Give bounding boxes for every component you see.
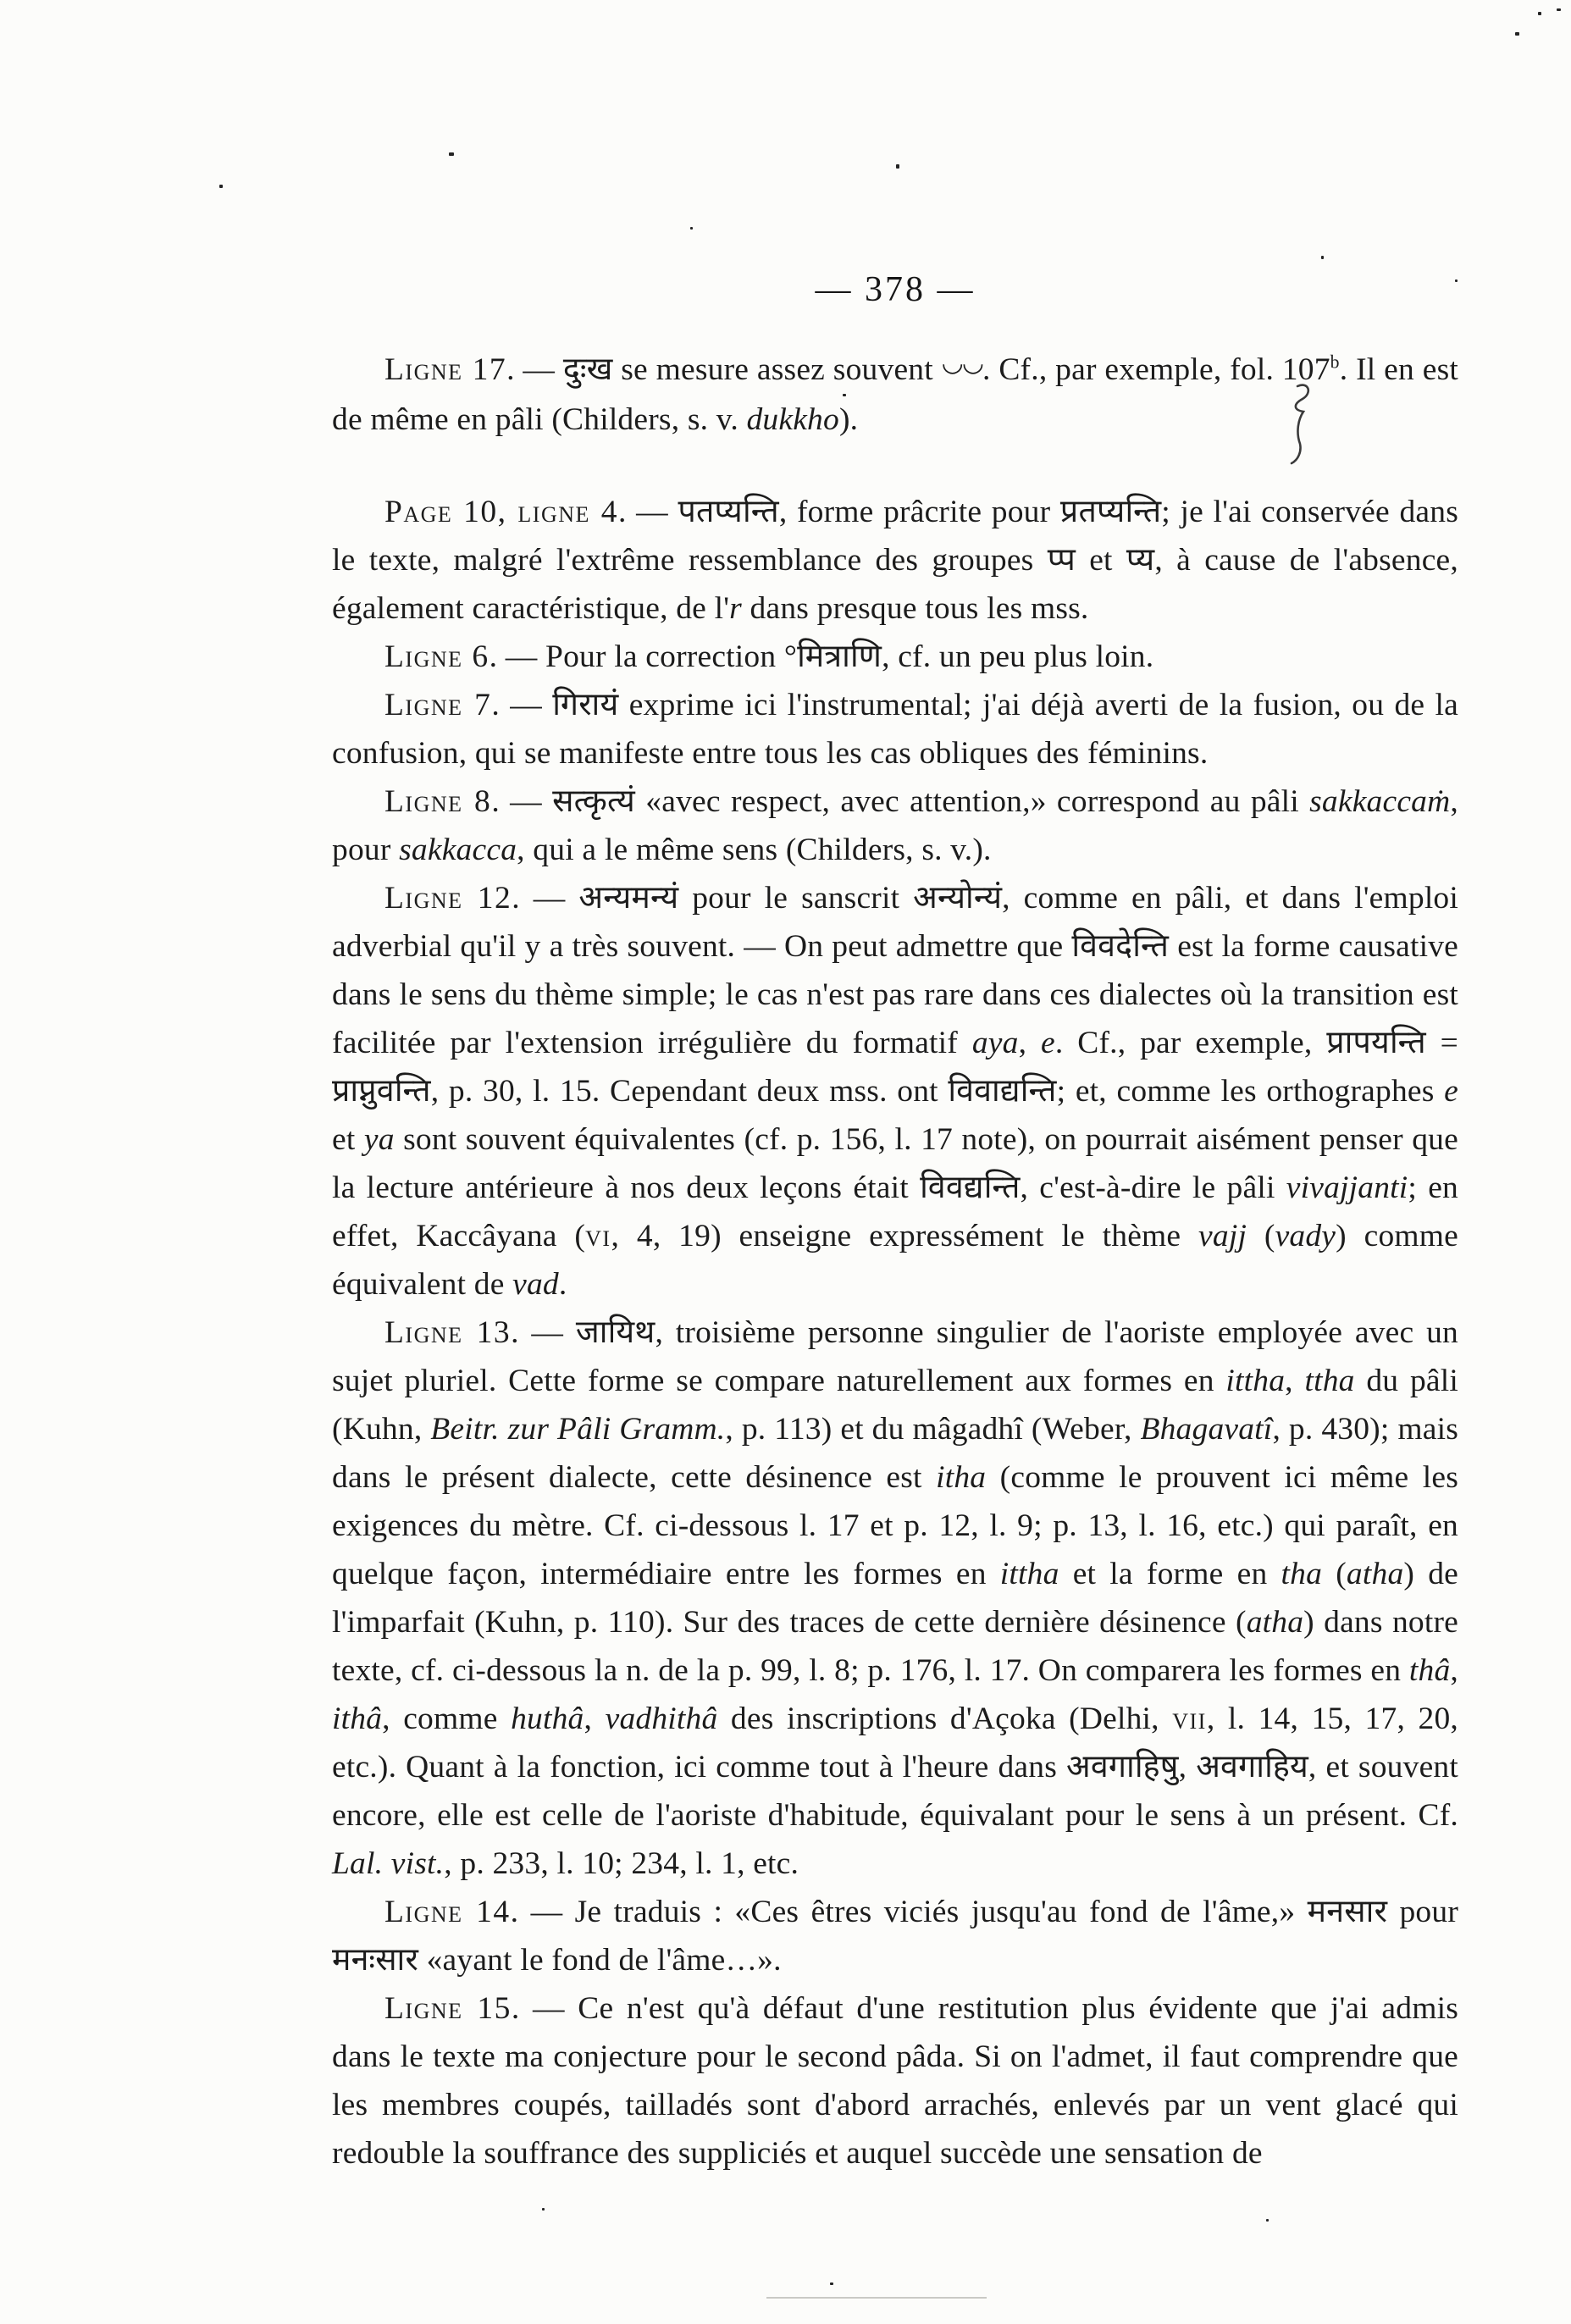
scan-speck bbox=[1515, 32, 1519, 36]
text-run: . Cf., par exemple, bbox=[1054, 1026, 1327, 1060]
line-label: Ligne 13 bbox=[384, 1315, 512, 1350]
italic-term: Lal. vist. bbox=[332, 1846, 445, 1881]
text-run: ) comme équivalent de bbox=[332, 1219, 1458, 1302]
text-run: , et souvent encore, elle est celle de l'aoriste d'habitude, équivalant pour le sens à un présent. Cf. bbox=[332, 1750, 1458, 1833]
devanagari-term: अवगाहिय bbox=[1196, 1750, 1308, 1784]
note-ligne-14 bbox=[332, 1888, 1458, 1984]
text-run: , 4, 19) enseigne expressément le thème bbox=[611, 1219, 1199, 1253]
text-run: , p. 233, l. 10; 234, l. 1, etc. bbox=[444, 1846, 799, 1881]
devanagari-term: दुःख bbox=[562, 352, 613, 387]
text-run: , bbox=[1018, 1026, 1041, 1060]
text-run: ) de l'imparfait (Kuhn, p. 110). Sur des traces de cette dernière désinence ( bbox=[332, 1557, 1459, 1640]
scan-speck bbox=[542, 2208, 545, 2211]
devanagari-term: अन्योन्यं bbox=[913, 881, 1003, 916]
text-run: . — bbox=[618, 495, 678, 529]
metric-symbol: ◡◡ bbox=[941, 349, 982, 377]
text-run: , bbox=[584, 1702, 606, 1736]
italic-term: itha bbox=[936, 1460, 987, 1495]
text-run: = bbox=[1425, 1026, 1458, 1060]
text-run: , l. 14, 15, 17, 20, etc.). Quant à la fonction, ici comme tout à l'heure dans bbox=[332, 1702, 1458, 1784]
note-ligne-12 bbox=[332, 874, 1458, 1309]
italic-term: e bbox=[1444, 1074, 1459, 1109]
ink-flourish bbox=[1281, 379, 1318, 477]
text-run: , bbox=[1450, 1653, 1458, 1688]
text-run: sont souvent équivalentes (cf. p. 156, l. 17 note), on pourrait aisément penser que la lecture antérieure à nos deux leçons était bbox=[332, 1122, 1458, 1205]
scan-speck bbox=[1557, 8, 1561, 11]
devanagari-term: जायिथ bbox=[575, 1315, 656, 1350]
text-run: ; je l'ai conservée dans le texte, malgré l'extrême ressemblance des groupes bbox=[332, 495, 1458, 578]
italic-term: ithâ bbox=[332, 1702, 383, 1736]
text-run: . — Ce n'est qu'à défaut d'une restitution plus évidente que j'ai admis dans le texte ma conjecture pour le second pâda. Si on l'admet, il faut comprendre que les membres coupés, tailladés sont d'abord arrachés, enlevés par un vent glacé qui redouble la souffrance des suppliciés et auquel succède une sensation de bbox=[332, 1991, 1459, 2171]
scan-speck bbox=[1538, 12, 1541, 15]
text-run: «ayant le fond de l'âme…». bbox=[418, 1943, 782, 1978]
line-label: vi bbox=[585, 1219, 611, 1253]
line-label: Ligne 14 bbox=[384, 1895, 511, 1929]
italic-term: vady bbox=[1275, 1219, 1336, 1253]
text-run: se mesure assez souvent bbox=[612, 352, 942, 387]
superscript: b bbox=[1330, 351, 1340, 373]
scan-speck bbox=[1321, 256, 1324, 259]
text-run: , bbox=[1178, 1750, 1197, 1784]
page-fold-artifact bbox=[766, 2297, 987, 2299]
text-run: . bbox=[558, 1267, 567, 1302]
devanagari-term: विवद्यन्ति bbox=[920, 1170, 1021, 1205]
line-label: Ligne 17 bbox=[384, 352, 507, 387]
italic-term: vivajjanti bbox=[1286, 1170, 1408, 1205]
devanagari-term: अवगाहिषु bbox=[1066, 1750, 1179, 1784]
text-run: ; et, comme les orthographes bbox=[1056, 1074, 1445, 1109]
text-run: , comme en pâli, et dans l'emploi adverbial qu'il y a très souvent. — On peut admettre que bbox=[332, 881, 1459, 964]
italic-term: vadhithâ bbox=[605, 1702, 718, 1736]
devanagari-term: गिरायं bbox=[552, 688, 619, 722]
note-ligne-6 bbox=[332, 633, 1458, 681]
devanagari-term: प्प bbox=[1047, 543, 1076, 578]
devanagari-term: पतप्यन्ति bbox=[678, 495, 779, 529]
text-run: et bbox=[332, 1122, 364, 1157]
page-number: — 378 — bbox=[815, 270, 976, 309]
note-ligne-13 bbox=[332, 1309, 1458, 1888]
scan-speck bbox=[843, 394, 846, 396]
text-run: dans presque tous les mss. bbox=[741, 591, 1089, 626]
devanagari-term: प्राप्नुवन्ति bbox=[332, 1074, 431, 1109]
italic-term: ittha bbox=[999, 1557, 1059, 1591]
italic-term: huthâ bbox=[511, 1702, 584, 1736]
text-run: pour bbox=[1387, 1895, 1459, 1929]
text-run: , comme bbox=[382, 1702, 512, 1736]
text-run: ( bbox=[1322, 1557, 1347, 1591]
text-run: , p. 30, l. 15. Cependant deux mss. ont bbox=[430, 1074, 949, 1109]
italic-term: vad bbox=[512, 1267, 559, 1302]
text-run: . — bbox=[506, 352, 563, 387]
text-run: , troisième personne singulier de l'aoriste employée avec un sujet pluriel. Cette forme se compare naturellement aux formes en bbox=[332, 1315, 1458, 1398]
devanagari-term: मनसार bbox=[1307, 1895, 1388, 1929]
scan-speck bbox=[1455, 279, 1458, 282]
note-ligne-15 bbox=[332, 1984, 1458, 2177]
text-run: (comme le prouvent ici même les exigences du mètre. Cf. ci-dessous l. 17 et p. 12, l. 9; p. 13, l. 16, etc.) qui paraît, en quelque façon, intermédiaire entre les formes en bbox=[332, 1460, 1458, 1591]
italic-term: r bbox=[729, 591, 742, 626]
italic-term: thâ bbox=[1408, 1653, 1451, 1688]
text-run: , à cause de l'absence, également caractéristique, de l' bbox=[332, 543, 1458, 626]
scan-speck bbox=[690, 227, 693, 230]
italic-term: sakkaccaṁ bbox=[1309, 784, 1451, 819]
text-run: , p. 430); mais dans le présent dialecte, cette désinence est bbox=[332, 1412, 1459, 1495]
scan-speck bbox=[896, 164, 899, 169]
devanagari-term: विवाद्यन्ति bbox=[948, 1074, 1057, 1109]
italic-term: dukkho bbox=[746, 402, 839, 437]
devanagari-term: प्रापयन्ति bbox=[1326, 1026, 1426, 1060]
text-run: des inscriptions d'Açoka (Delhi, bbox=[717, 1702, 1173, 1736]
devanagari-term: प्य bbox=[1126, 543, 1155, 578]
line-label: Ligne 8 bbox=[384, 784, 492, 819]
text-run: . — bbox=[491, 784, 553, 819]
line-label: Page 10, ligne 4 bbox=[384, 495, 619, 529]
line-label: Ligne 6 bbox=[384, 639, 490, 674]
line-label: Ligne 15 bbox=[384, 1991, 512, 2026]
devanagari-term: प्रतप्यन्ति bbox=[1059, 495, 1162, 529]
scan-speck bbox=[830, 2282, 833, 2285]
text-run: . Il en est de même en pâli (Childers, s. v. bbox=[332, 352, 1458, 437]
devanagari-term: विवदेन्ति bbox=[1071, 929, 1170, 964]
text-run: est la forme causative dans le sens du thème simple; le cas n'est pas rare dans ces dialectes où la transition est facilitée par l'extension irrégulière du formatif bbox=[332, 929, 1458, 1060]
text-run: ) dans notre texte, cf. ci-dessous la n. de la p. 99, l. 8; p. 176, l. 17. On comparera les formes en bbox=[332, 1605, 1458, 1688]
text-run: , pour bbox=[332, 784, 1458, 867]
devanagari-term: मित्राणि bbox=[797, 639, 882, 674]
note-ligne-7 bbox=[332, 681, 1458, 777]
italic-term: Beitr. zur Pâli Gramm. bbox=[430, 1412, 726, 1447]
italic-term: Bhagavatî bbox=[1140, 1412, 1273, 1447]
text-run: . — bbox=[511, 1315, 576, 1350]
italic-term: tha bbox=[1281, 1557, 1323, 1591]
line-label: Ligne 7 bbox=[384, 688, 492, 722]
text-run: exprime ici l'instrumental; j'ai déjà averti de la fusion, ou de la confusion, qui se manifeste entre tous les cas obliques des féminins. bbox=[332, 688, 1458, 771]
text-run: pour le sanscrit bbox=[678, 881, 914, 916]
text-run: et bbox=[1075, 543, 1126, 578]
text-run: . — bbox=[491, 688, 553, 722]
devanagari-term: सत्कृत्यं bbox=[552, 784, 636, 819]
italic-term: e bbox=[1040, 1026, 1055, 1060]
text-run: «avec respect, avec attention,» correspond au pâli bbox=[635, 784, 1310, 819]
text-run: , forme prâcrite pour bbox=[778, 495, 1060, 529]
text-run: , c'est-à-dire le pâli bbox=[1020, 1170, 1286, 1205]
text-run: ; en effet, Kaccâyana ( bbox=[332, 1170, 1459, 1253]
italic-term: aya bbox=[971, 1026, 1019, 1060]
italic-term: atha bbox=[1346, 1557, 1404, 1591]
italic-term: ttha bbox=[1304, 1364, 1355, 1398]
text-run: , cf. un peu plus loin. bbox=[882, 639, 1154, 674]
text-run: . — bbox=[512, 881, 579, 916]
devanagari-term: अन्यमन्यं bbox=[578, 881, 679, 916]
note-page-10-ligne-4 bbox=[332, 488, 1458, 633]
italic-term: ittha bbox=[1225, 1364, 1286, 1398]
text-run: du pâli (Kuhn, bbox=[332, 1364, 1458, 1447]
italic-term: atha bbox=[1246, 1605, 1304, 1640]
text-run: ( bbox=[1247, 1219, 1275, 1253]
text-run: , qui a le même sens (Childers, s. v.). bbox=[517, 833, 992, 867]
scan-speck bbox=[449, 152, 454, 156]
text-run: ). bbox=[838, 402, 859, 437]
italic-term: ya bbox=[363, 1122, 395, 1157]
line-label: vii bbox=[1172, 1702, 1207, 1736]
line-label: Ligne 12 bbox=[384, 881, 512, 916]
text-run: . — Pour la correction ° bbox=[489, 639, 798, 674]
text-block bbox=[332, 346, 1458, 2177]
scan-speck bbox=[1266, 2219, 1269, 2222]
text-run: et la forme en bbox=[1059, 1557, 1281, 1591]
text-run: . Cf., par exemple, fol. 107 bbox=[982, 352, 1330, 387]
italic-term: vajj bbox=[1198, 1219, 1247, 1253]
note-ligne-8 bbox=[332, 777, 1458, 874]
italic-term: sakkacca bbox=[399, 833, 517, 867]
devanagari-term: मनःसार bbox=[332, 1943, 419, 1978]
text-run: , bbox=[1285, 1364, 1305, 1398]
text-run: , p. 113) et du mâgadhî (Weber, bbox=[725, 1412, 1141, 1447]
scan-speck bbox=[219, 185, 223, 188]
text-run: . — Je traduis : «Ces êtres viciés jusqu'au fond de l'âme,» bbox=[510, 1895, 1308, 1929]
